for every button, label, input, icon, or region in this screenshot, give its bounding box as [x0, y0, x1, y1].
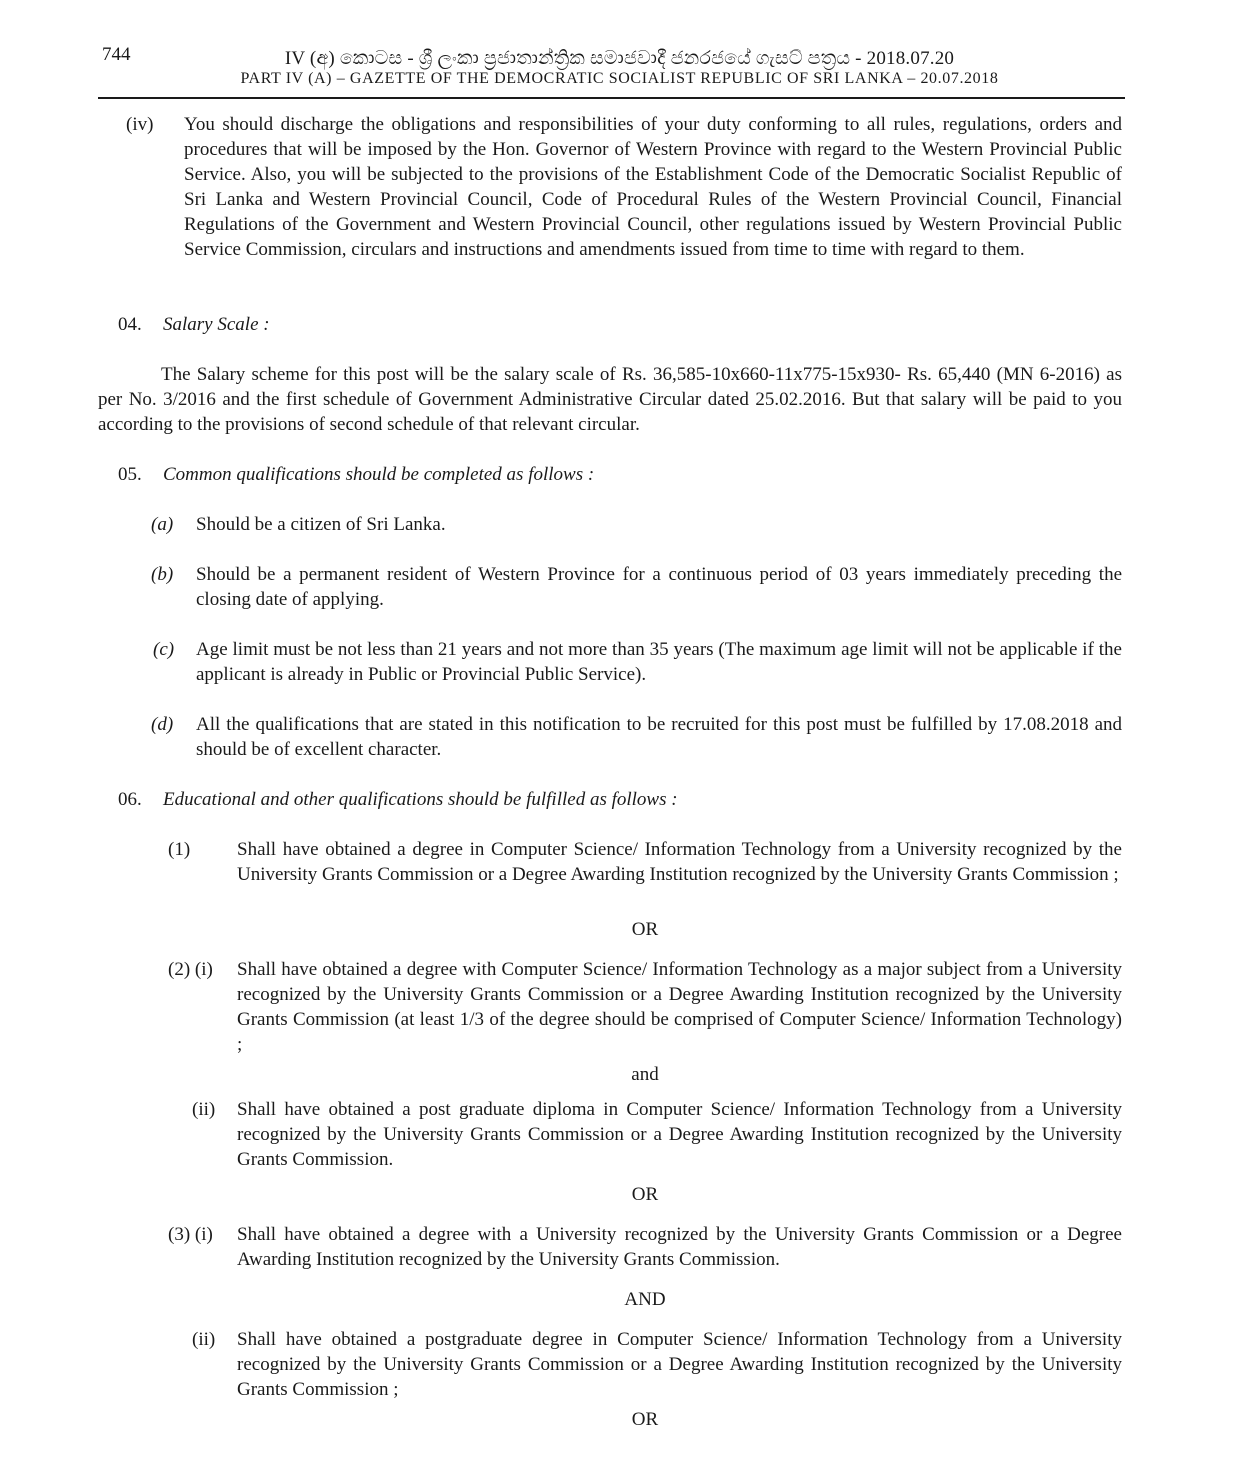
section-05-item-b-label: (b) [151, 564, 174, 585]
header-english-title: PART IV (A) – GAZETTE OF THE DEMOCRATIC SOCIALIST REPUBLIC OF SRI LANKA – 20.07.2018 [240, 70, 999, 87]
section-05-item-a-text: Should be a citizen of Sri Lanka. [196, 514, 446, 535]
header-sinhala-title: IV (අ) කොටස - ශ්‍රී ලංකා ප්‍රජාතාන්ත්‍රික සමාජවාදී ජනරජයේ ගැසට් පත්‍රය - 2018.07.20 [284, 48, 955, 69]
item-iv-label: (iv) [126, 114, 154, 135]
connector-or-2: OR [631, 1184, 659, 1205]
section-04-number: 04. [118, 314, 142, 335]
header-rule [98, 97, 1125, 99]
connector-and: and [631, 1064, 659, 1085]
section-04-text: The Salary scheme for this post will be the salary scale of Rs. 36,585-10x660-11x775-15x930- Rs. 65,440 (MN 6-2016) as per No. 3/2016 and the first schedule of Government Administrative Circular dated 25.02.2016. But that salary will be paid to you according to the provisions of second schedule of that relevant circular. [98, 364, 1122, 435]
section-04-heading: Salary Scale : [163, 314, 270, 335]
connector-and-upper: AND [624, 1289, 666, 1310]
section-05-item-a-label: (a) [151, 514, 174, 535]
item-iv-text: You should discharge the obligations and responsibilities of your duty conforming to all rules, regulations, orders and procedures that will be imposed by the Hon. Governor of Western Province with regard to the Western Provincial Public Service. Also, you will be subjected to the provisions of the Establishment Code of the Democratic Socialist Republic of Sri Lanka and Western Provincial Council, Code of Procedural Rules of the Western Provincial Council, Financial Regulations of the Government and Western Provincial Council, other regulations issued by Western Provincial Public Service Commission, circulars and instructions and amendments issued from time to time with regard to them. [184, 114, 1122, 260]
section-05-number: 05. [118, 464, 142, 485]
section-05-item-d-label: (d) [151, 714, 174, 735]
page-number: 744 [102, 44, 131, 65]
section-06-item-1-label: (1) [168, 839, 191, 860]
section-06-item-3i-text: Shall have obtained a degree with a University recognized by the University Grants Commission or a Degree Awarding Institution recognized by the University Grants Commission. [237, 1224, 1122, 1270]
section-05-item-c-label: (c) [153, 639, 175, 660]
section-05-item-d-text: All the qualifications that are stated in this notification to be recruited for this post must be fulfilled by 17.08.2018 and should be of excellent character. [196, 714, 1122, 760]
section-06-item-3ii-text: Shall have obtained a postgraduate degree in Computer Science/ Information Technology from a University recognized by the University Grants Commission or a Degree Awarding Institution recognized by the University Grants Commission ; [237, 1329, 1122, 1400]
section-06-number: 06. [118, 789, 142, 810]
section-05-item-b-text: Should be a permanent resident of Western Province for a continuous period of 03 years immediately preceding the closing date of applying. [196, 564, 1122, 610]
section-06-item-2i-label: (2) (i) [168, 959, 213, 980]
section-05-heading: Common qualifications should be completed as follows : [163, 464, 595, 485]
section-06-item-3i-label: (3) (i) [168, 1224, 213, 1245]
section-06-item-3ii-label: (ii) [192, 1329, 216, 1350]
section-06-item-2ii-label: (ii) [192, 1099, 216, 1120]
connector-or-1: OR [631, 919, 659, 940]
section-06-heading: Educational and other qualifications should be fulfilled as follows : [163, 789, 678, 810]
section-06-item-2ii-text: Shall have obtained a post graduate diploma in Computer Science/ Information Technology from a University recognized by the University Grants Commission or a Degree Awarding Institution recognized by the University Grants Commission. [237, 1099, 1122, 1170]
section-06-item-1-text: Shall have obtained a degree in Computer Science/ Information Technology from a University recognized by the University Grants Commission or a Degree Awarding Institution recognized by the University Grants Commission ; [237, 839, 1122, 885]
connector-or-3: OR [631, 1409, 659, 1430]
section-05-item-c-text: Age limit must be not less than 21 years and not more than 35 years (The maximum age limit will not be applicable if the applicant is already in Public or Provincial Public Service). [196, 639, 1122, 685]
section-06-item-2i-text: Shall have obtained a degree with Computer Science/ Information Technology as a major subject from a University recognized by the University Grants Commission or a Degree Awarding Institution recognized by the University Grants Commission (at least 1/3 of the degree should be comprised of Computer Science/ Information Technology) ; [237, 959, 1122, 1055]
